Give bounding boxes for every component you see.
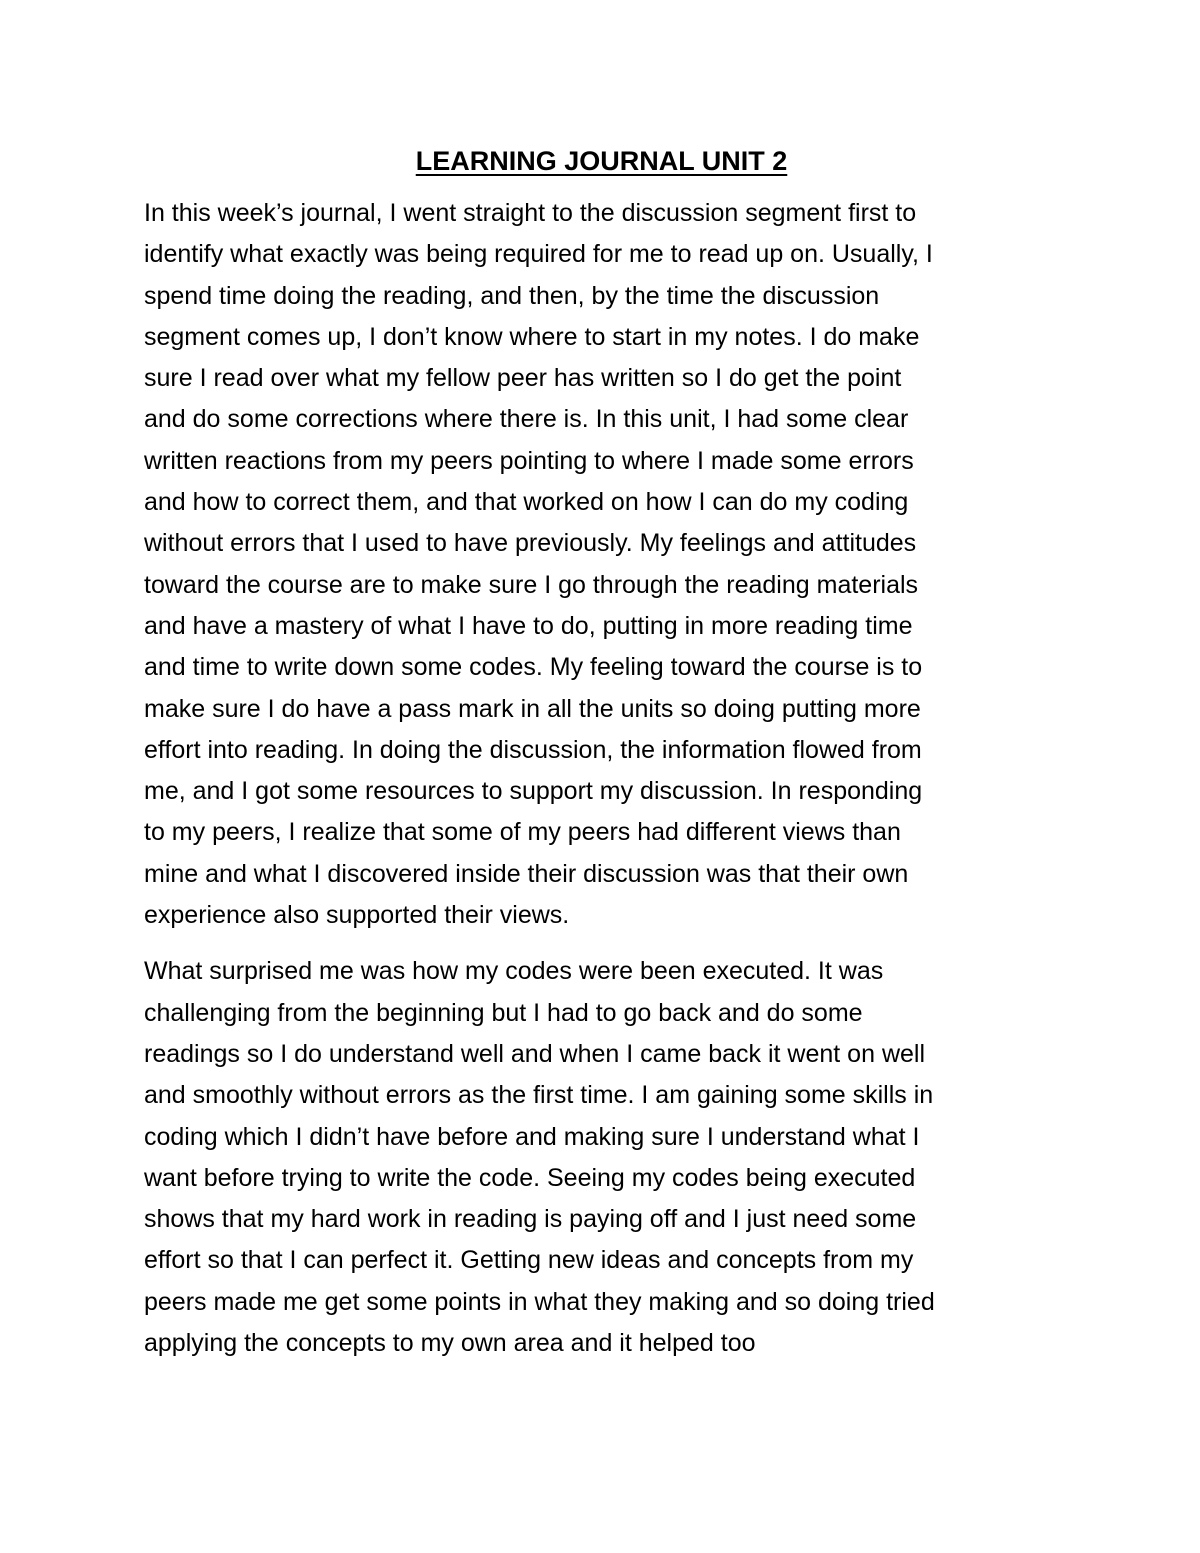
journal-paragraph	[144, 951, 1059, 1364]
document-title: LEARNING JOURNAL UNIT 2	[415, 146, 788, 176]
paragraph-line: and smoothly without errors as the first time. I am gaining some skills in	[144, 1081, 934, 1110]
paragraph-line: me, and I got some resources to support my discussion. In responding	[144, 777, 923, 806]
paragraph-line: written reactions from my peers pointing to where I made some errors	[144, 446, 914, 475]
paragraph-line: coding which I didn’t have before and making sure I understand what I	[144, 1122, 920, 1151]
paragraph-line: What surprised me was how my codes were been executed. It was	[144, 957, 884, 986]
paragraph-line: effort into reading. In doing the discussion, the information flowed from	[144, 735, 922, 764]
paragraph-line: without errors that I used to have previously. My feelings and attitudes	[144, 529, 917, 558]
journal-paragraphs	[144, 193, 1059, 1364]
paragraph-line: segment comes up, I don’t know where to start in my notes. I do make	[144, 322, 920, 351]
paragraph-line: and have a mastery of what I have to do, putting in more reading time	[144, 611, 913, 640]
paragraph-line: toward the course are to make sure I go through the reading materials	[144, 570, 919, 599]
paragraph-line: to my peers, I realize that some of my peers had different views than	[144, 818, 901, 847]
journal-paragraph	[144, 193, 1059, 936]
paragraph-line: applying the concepts to my own area and it helped too	[144, 1329, 756, 1358]
paragraph-line: and how to correct them, and that worked on how I can do my coding	[144, 488, 909, 517]
paragraph-line: want before trying to write the code. Seeing my codes being executed	[144, 1163, 916, 1192]
paragraph-line: sure I read over what my fellow peer has written so I do get the point	[144, 364, 902, 393]
paragraph-line: effort so that I can perfect it. Getting new ideas and concepts from my	[144, 1246, 914, 1275]
paragraph-line: identify what exactly was being required for me to read up on. Usually, I	[144, 240, 933, 269]
paragraph-line: In this week’s journal, I went straight to the discussion segment first to	[144, 199, 917, 227]
paragraph-line: spend time doing the reading, and then, by the time the discussion	[144, 281, 880, 310]
paragraph-line: peers made me get some points in what they making and so doing tried	[144, 1287, 935, 1316]
paragraph-line: readings so I do understand well and when I came back it went on well	[144, 1039, 926, 1068]
paragraph-line: mine and what I discovered inside their discussion was that their own	[144, 859, 909, 888]
paragraph-line: and time to write down some codes. My feeling toward the course is to	[144, 653, 923, 682]
paragraph-line: make sure I do have a pass mark in all the units so doing putting more	[144, 694, 921, 723]
paragraph-line: experience also supported their views.	[144, 901, 570, 930]
paragraph-line: shows that my hard work in reading is paying off and I just need some	[144, 1205, 917, 1234]
paragraph-line: and do some corrections where there is. In this unit, I had some clear	[144, 405, 909, 434]
document-body	[144, 141, 1059, 1379]
paragraph-line: challenging from the beginning but I had to go back and do some	[144, 998, 863, 1027]
